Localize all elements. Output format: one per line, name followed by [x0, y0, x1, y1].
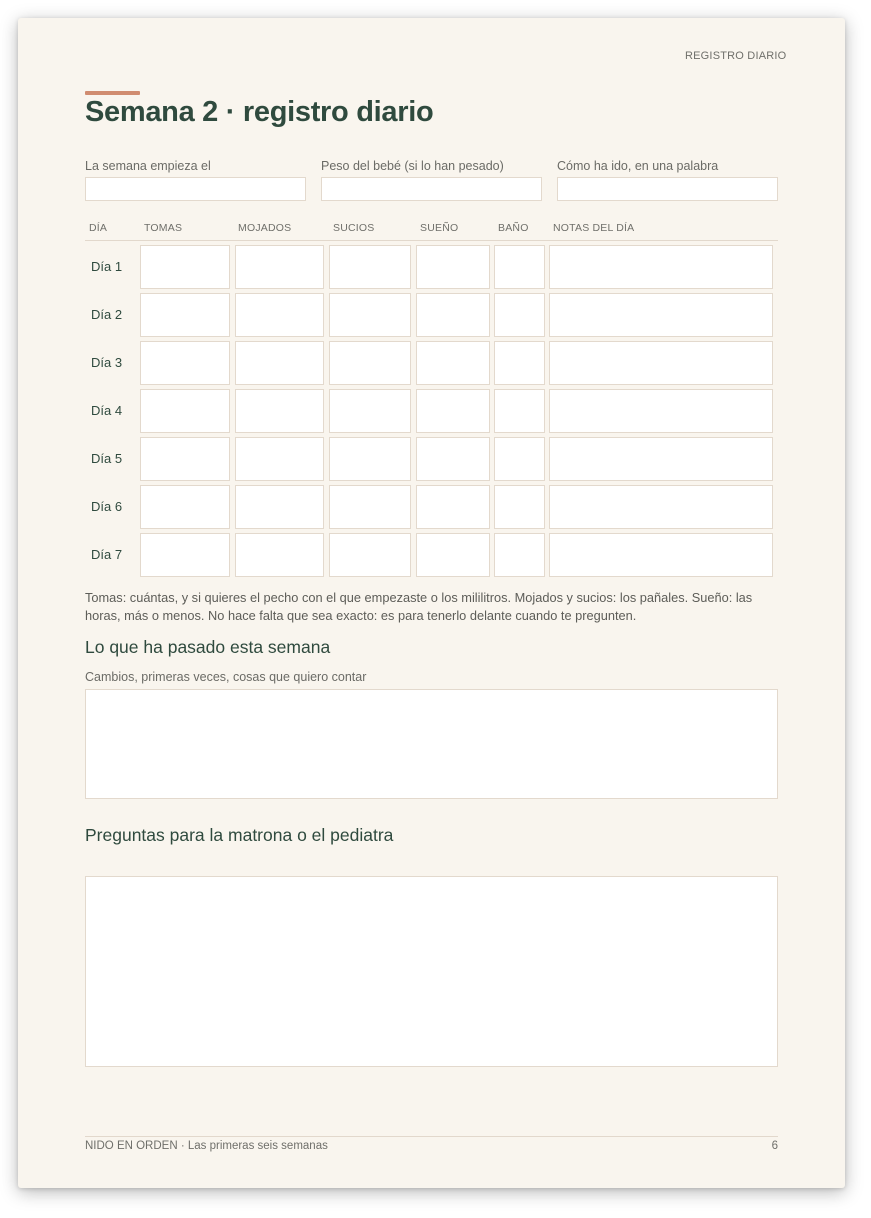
mojados-cell[interactable] [235, 341, 324, 385]
column-header-bano: BAÑO [498, 222, 529, 234]
tomas-cell[interactable] [140, 389, 230, 433]
table-row [18, 485, 845, 529]
day-label: Día 6 [91, 499, 123, 514]
notas-cell[interactable] [549, 341, 773, 385]
table-row [18, 245, 845, 289]
notas-cell[interactable] [549, 245, 773, 289]
footer-rule [85, 1136, 778, 1137]
sucios-cell[interactable] [329, 389, 411, 433]
column-header-sucios: SUCIOS [333, 222, 375, 234]
mojados-cell[interactable] [235, 293, 324, 337]
column-header-notas: NOTAS DEL DÍA [553, 222, 635, 234]
week-start-field[interactable] [85, 177, 306, 201]
table-row [18, 533, 845, 577]
baby-weight-label: Peso del bebé (si lo han pesado) [321, 159, 504, 173]
sucios-cell[interactable] [329, 341, 411, 385]
tomas-cell[interactable] [140, 485, 230, 529]
baby-weight-field[interactable] [321, 177, 542, 201]
column-header-sueno: SUEÑO [420, 222, 459, 234]
tomas-cell[interactable] [140, 293, 230, 337]
day-label: Día 1 [91, 259, 123, 274]
table-row [18, 341, 845, 385]
tomas-cell[interactable] [140, 533, 230, 577]
sueno-cell[interactable] [416, 389, 490, 433]
mojados-cell[interactable] [235, 245, 324, 289]
sueno-cell[interactable] [416, 437, 490, 481]
running-header: REGISTRO DIARIO [685, 50, 787, 62]
week-summary-sublabel: Cambios, primeras veces, cosas que quiero contar [85, 670, 367, 684]
table-row [18, 389, 845, 433]
title-accent-bar [85, 91, 140, 95]
document-page [18, 18, 845, 1188]
tomas-cell[interactable] [140, 437, 230, 481]
bano-cell[interactable] [494, 533, 545, 577]
column-header-tomas: TOMAS [144, 222, 183, 234]
column-header-dia: DÍA [89, 222, 108, 234]
sucios-cell[interactable] [329, 293, 411, 337]
questions-heading: Preguntas para la matrona o el pediatra [85, 825, 394, 845]
bano-cell[interactable] [494, 293, 545, 337]
week-summary-heading: Lo que ha pasado esta semana [85, 637, 331, 657]
day-label: Día 2 [91, 307, 123, 322]
sueno-cell[interactable] [416, 245, 490, 289]
day-label: Día 5 [91, 451, 123, 466]
sucios-cell[interactable] [329, 245, 411, 289]
sucios-cell[interactable] [329, 437, 411, 481]
sucios-cell[interactable] [329, 485, 411, 529]
one-word-field[interactable] [557, 177, 778, 201]
notas-cell[interactable] [549, 533, 773, 577]
bano-cell[interactable] [494, 245, 545, 289]
bano-cell[interactable] [494, 341, 545, 385]
page-title: Semana 2 · registro diario [85, 96, 434, 128]
tomas-cell[interactable] [140, 245, 230, 289]
mojados-cell[interactable] [235, 389, 324, 433]
table-row [18, 437, 845, 481]
notas-cell[interactable] [549, 485, 773, 529]
mojados-cell[interactable] [235, 485, 324, 529]
table-row [18, 293, 845, 337]
mojados-cell[interactable] [235, 437, 324, 481]
one-word-label: Cómo ha ido, en una palabra [557, 159, 719, 173]
bano-cell[interactable] [494, 389, 545, 433]
table-header-rule [85, 240, 778, 241]
table-instructions: Tomas: cuántas, y si quieres el pecho con el que empezaste o los mililitros. Mojados y sucios: los pañales. Sueño: las horas, más o menos. No hace falta que sea exacto: es para tenerlo delante cuando te pregunten. [85, 590, 753, 623]
page-number: 6 [771, 1140, 778, 1152]
notas-cell[interactable] [549, 389, 773, 433]
bano-cell[interactable] [494, 437, 545, 481]
footer-text: NIDO EN ORDEN · Las primeras seis semanas [85, 1140, 328, 1152]
day-label: Día 4 [91, 403, 123, 418]
sueno-cell[interactable] [416, 485, 490, 529]
day-label: Día 3 [91, 355, 123, 370]
tomas-cell[interactable] [140, 341, 230, 385]
sueno-cell[interactable] [416, 293, 490, 337]
notas-cell[interactable] [549, 437, 773, 481]
sueno-cell[interactable] [416, 533, 490, 577]
sueno-cell[interactable] [416, 341, 490, 385]
notas-cell[interactable] [549, 293, 773, 337]
mojados-cell[interactable] [235, 533, 324, 577]
sucios-cell[interactable] [329, 533, 411, 577]
week-start-label: La semana empieza el [85, 159, 211, 173]
week-summary-box[interactable] [85, 689, 778, 799]
bano-cell[interactable] [494, 485, 545, 529]
column-header-mojados: MOJADOS [238, 222, 292, 234]
questions-box[interactable] [85, 876, 778, 1067]
day-label: Día 7 [91, 547, 123, 562]
